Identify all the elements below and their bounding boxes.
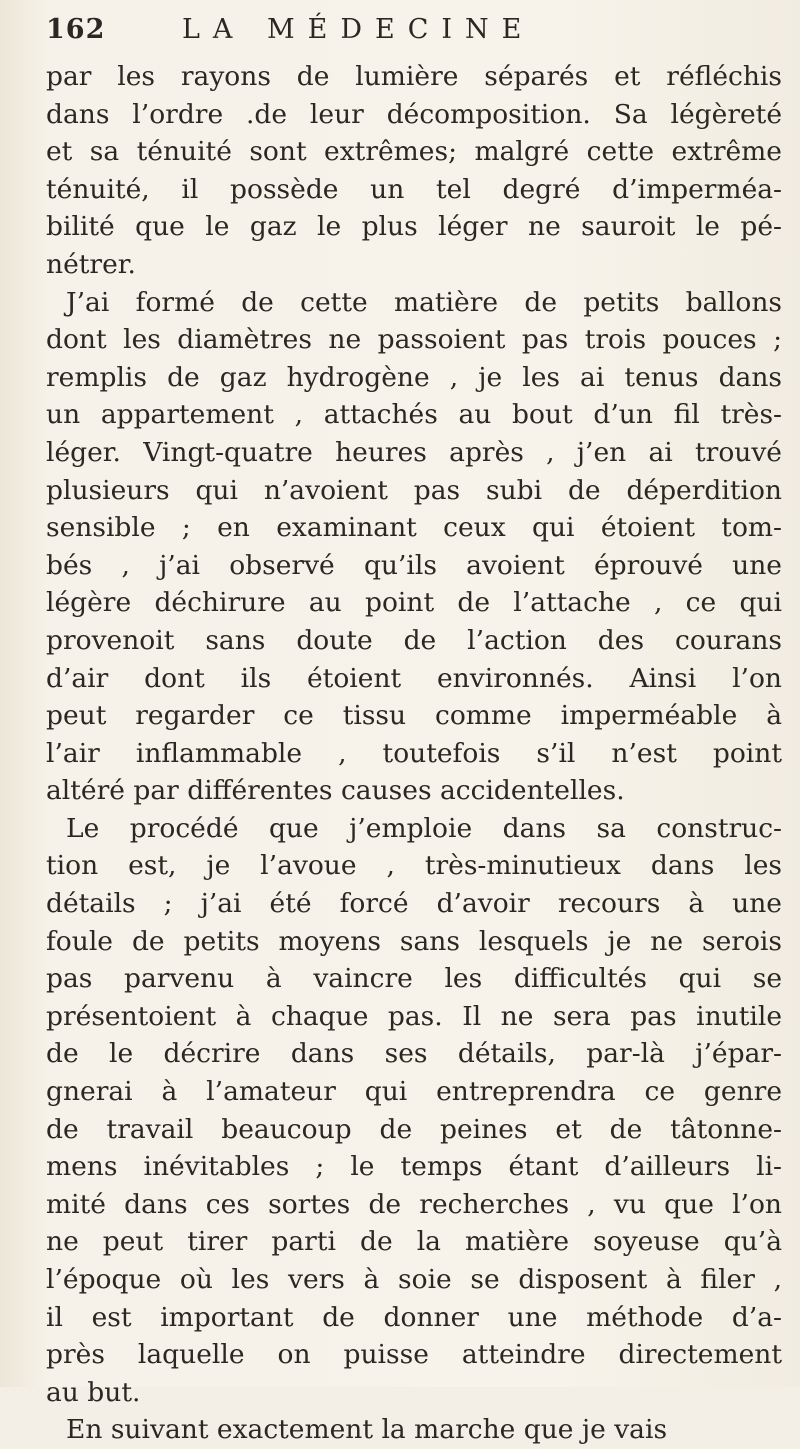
text-line: mens inévitables ; le temps étant d’ailleurs li-: [46, 1151, 782, 1183]
body-text: [46, 58, 782, 1449]
text-line: remplis de gaz hydrogène , je les ai tenus dans: [46, 361, 782, 393]
text-line: au but.: [46, 1376, 141, 1408]
text-line: et sa ténuité sont extrêmes; malgré cette extrême: [46, 136, 782, 168]
text-line: gnerai à l’amateur qui entreprendra ce genre: [46, 1076, 782, 1108]
page-number: 162: [46, 14, 106, 45]
text-line: peut regarder ce tissu comme imperméable à: [46, 700, 782, 732]
paragraph-start-line: J’ai formé de cette matière de petits ballons: [66, 286, 782, 318]
page-header: [46, 14, 776, 54]
text-line: l’air inflammable , toutefois s’il n’est point: [46, 737, 782, 769]
text-line: plusieurs qui n’avoient pas subi de déperdition: [46, 474, 782, 506]
text-line: ténuité, il possède un tel degré d’imperméa-: [46, 173, 782, 205]
text-line: d’air dont ils étoient environnés. Ainsi l’on: [46, 662, 782, 694]
text-line: bilité que le gaz le plus léger ne sauroit le pé-: [46, 211, 782, 243]
text-line: foule de petits moyens sans lesquels je ne serois: [46, 925, 782, 957]
text-line: mité dans ces sortes de recherches , vu que l’on: [46, 1188, 782, 1220]
text-line: léger. Vingt-quatre heures après , j’en ai trouvé: [46, 436, 782, 468]
text-line: pas parvenu à vaincre les difficultés qui se: [46, 963, 782, 995]
text-line: provenoit sans doute de l’action des courans: [46, 624, 782, 656]
text-line: tion est, je l’avoue , très-minutieux dans les: [46, 850, 782, 882]
text-line: dans l’ordre .de leur décomposition. Sa légèreté: [46, 98, 782, 130]
text-line: ne peut tirer parti de la matière soyeuse qu’à: [46, 1226, 782, 1258]
text-line: altéré par différentes causes accidentelles.: [46, 775, 625, 807]
text-line: l’époque où les vers à soie se disposent à filer ,: [46, 1264, 782, 1295]
text-line: détails ; j’ai été forcé d’avoir recours à une: [46, 888, 782, 920]
text-line: présentoient à chaque pas. Il ne sera pas inutile: [46, 1000, 782, 1032]
text-line: sensible ; en examinant ceux qui étoient tom-: [46, 512, 782, 544]
text-line: nétrer.: [46, 248, 136, 280]
running-title: LA MÉDECINE: [182, 14, 535, 45]
text-line: bés , j’ai observé qu’ils avoient éprouvé une: [46, 549, 782, 581]
paragraph-start-line: Le procédé que j’emploie dans sa construc-: [66, 812, 782, 844]
paragraph-start-line: En suivant exactement la marche que je vais: [66, 1414, 668, 1446]
text-line: il est important de donner une méthode d’a-: [46, 1301, 782, 1333]
text-line: de le décrire dans ses détails, par-là j’épar-: [46, 1038, 782, 1070]
text-line: un appartement , attachés au bout d’un fil très-: [46, 399, 782, 431]
text-line: par les rayons de lumière séparés et réfléchis: [46, 61, 782, 92]
text-line: près laquelle on puisse atteindre directement: [46, 1339, 782, 1371]
text-line: dont les diamètres ne passoient pas trois pouces ;: [46, 324, 782, 356]
text-line: de travail beaucoup de peines et de tâtonne-: [46, 1113, 782, 1145]
text-line: légère déchirure au point de l’attache , ce qui: [46, 587, 782, 619]
